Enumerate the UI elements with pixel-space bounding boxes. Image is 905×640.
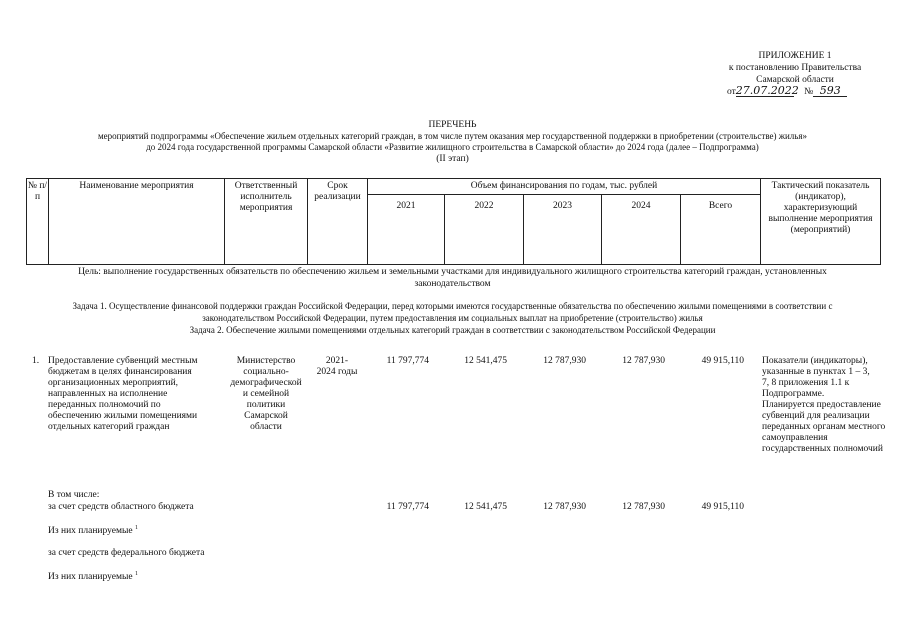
appendix-title: ПРИЛОЖЕНИЕ 1 bbox=[758, 51, 832, 61]
breakdown-federal: за счет средств федерального бюджета bbox=[48, 548, 205, 558]
goal-line2: законодательством bbox=[414, 279, 491, 289]
list-title: ПЕРЕЧЕНЬ bbox=[428, 120, 477, 130]
regional-value-total: 49 915,110 bbox=[701, 502, 744, 512]
col-year-2021: 2021 bbox=[396, 201, 416, 211]
heading-line1: мероприятий подпрограммы «Обеспечение жильем отдельных категорий граждан, в том числе путем оказания мер государственной поддержки в приобретении (строительстве) жилья» bbox=[97, 131, 808, 141]
number-value: 593 bbox=[813, 85, 847, 97]
regional-value-2024: 12 787,930 bbox=[622, 502, 665, 512]
row1-term: 2021- 2024 годы bbox=[316, 356, 358, 377]
breakdown-regional: за счет средств областного бюджета bbox=[48, 502, 194, 512]
appendix-date-line bbox=[727, 85, 887, 98]
breakdown-planned2: Из них планируемые $^1$ bbox=[48, 571, 138, 583]
regional-value-2023: 12 787,930 bbox=[543, 502, 586, 512]
goal-line1: Цель: выполнение государственных обязательств по обеспечению жильем и земельными участками для индивидуального жилищного строительства категорий граждан, установленных bbox=[78, 267, 827, 277]
col-year-2024: 2024 bbox=[631, 201, 651, 211]
col-year-2023: 2023 bbox=[553, 201, 572, 211]
task1-line1: Задача 1. Осуществление финансовой поддержки граждан Российской Федерации, перед которыми имеются государственные обязательства по обеспечению жилыми помещениями в соответствии с bbox=[72, 301, 833, 311]
col-funding: Объем финансирования по годам, тыс. рублей bbox=[470, 181, 658, 191]
task2: Задача 2. Обеспечение жилыми помещениями отдельных категорий граждан в соответствии с законодательством Российской Федерации bbox=[189, 325, 716, 335]
col-term: Срок реализации bbox=[314, 181, 361, 202]
date-value: 27.07.2022 bbox=[735, 84, 799, 97]
number-prefix: № bbox=[804, 87, 814, 97]
breakdown-including: В том числе: bbox=[48, 490, 100, 500]
regional-value-2022: 12 541,475 bbox=[464, 502, 507, 512]
row1-value-2024: 12 787,930 bbox=[622, 356, 665, 366]
col-executor: Ответственный исполнитель мероприятия bbox=[234, 181, 298, 213]
breakdown-planned1: Из них планируемые $^1$ bbox=[48, 525, 138, 537]
appendix-line2: Самарской области bbox=[756, 75, 834, 85]
col-year-2022: 2022 bbox=[474, 201, 494, 211]
row1-executor: Министерство социально- демографической и семейной политики Самарской области bbox=[230, 356, 302, 432]
heading-line2: до 2024 года государственной программы Самарской области «Развитие жилищного строительства в Самарской области» до 2024 года (далее – Подпрограмма) bbox=[146, 142, 759, 152]
task1-line2: законодательством Российской Федерации, путем предоставления им социальных выплат на приобретение (строительство) жилья bbox=[202, 313, 703, 323]
row1-value-2022: 12 541,475 bbox=[464, 356, 507, 366]
col-name: Наименование мероприятия bbox=[79, 181, 194, 191]
row1-value-total: 49 915,110 bbox=[701, 356, 744, 366]
row1-num: 1. bbox=[32, 356, 40, 366]
row1-value-2021: 11 797,774 bbox=[386, 356, 429, 366]
row1-name: Предоставление субвенций местным бюджетам в целях финансирования организационных мероприятий, направленных на исполнение переданных полномочий по обеспечению жилыми помещениями отдельных категорий граждан bbox=[48, 356, 198, 432]
row1-indicator: Показатели (индикаторы), указанные в пунктах 1 – 3, 7, 8 приложения 1.1 к Подпрограмме. Планируется предоставление субвенций для реализации переданных органам местного самоуправления государственных полномочий bbox=[762, 356, 886, 454]
appendix-line1: к постановлению Правительства bbox=[728, 63, 862, 73]
date-prefix: от bbox=[727, 87, 736, 97]
row1-value-2023: 12 787,930 bbox=[543, 356, 586, 366]
regional-value-2021: 11 797,774 bbox=[386, 502, 429, 512]
col-total: Всего bbox=[708, 201, 733, 211]
heading-stage: (II этап) bbox=[436, 154, 469, 164]
col-num: № п/п bbox=[27, 181, 48, 202]
col-indicator: Тактический показатель (индикатор), характеризующий выполнение мероприятия (мероприятий) bbox=[768, 181, 873, 235]
